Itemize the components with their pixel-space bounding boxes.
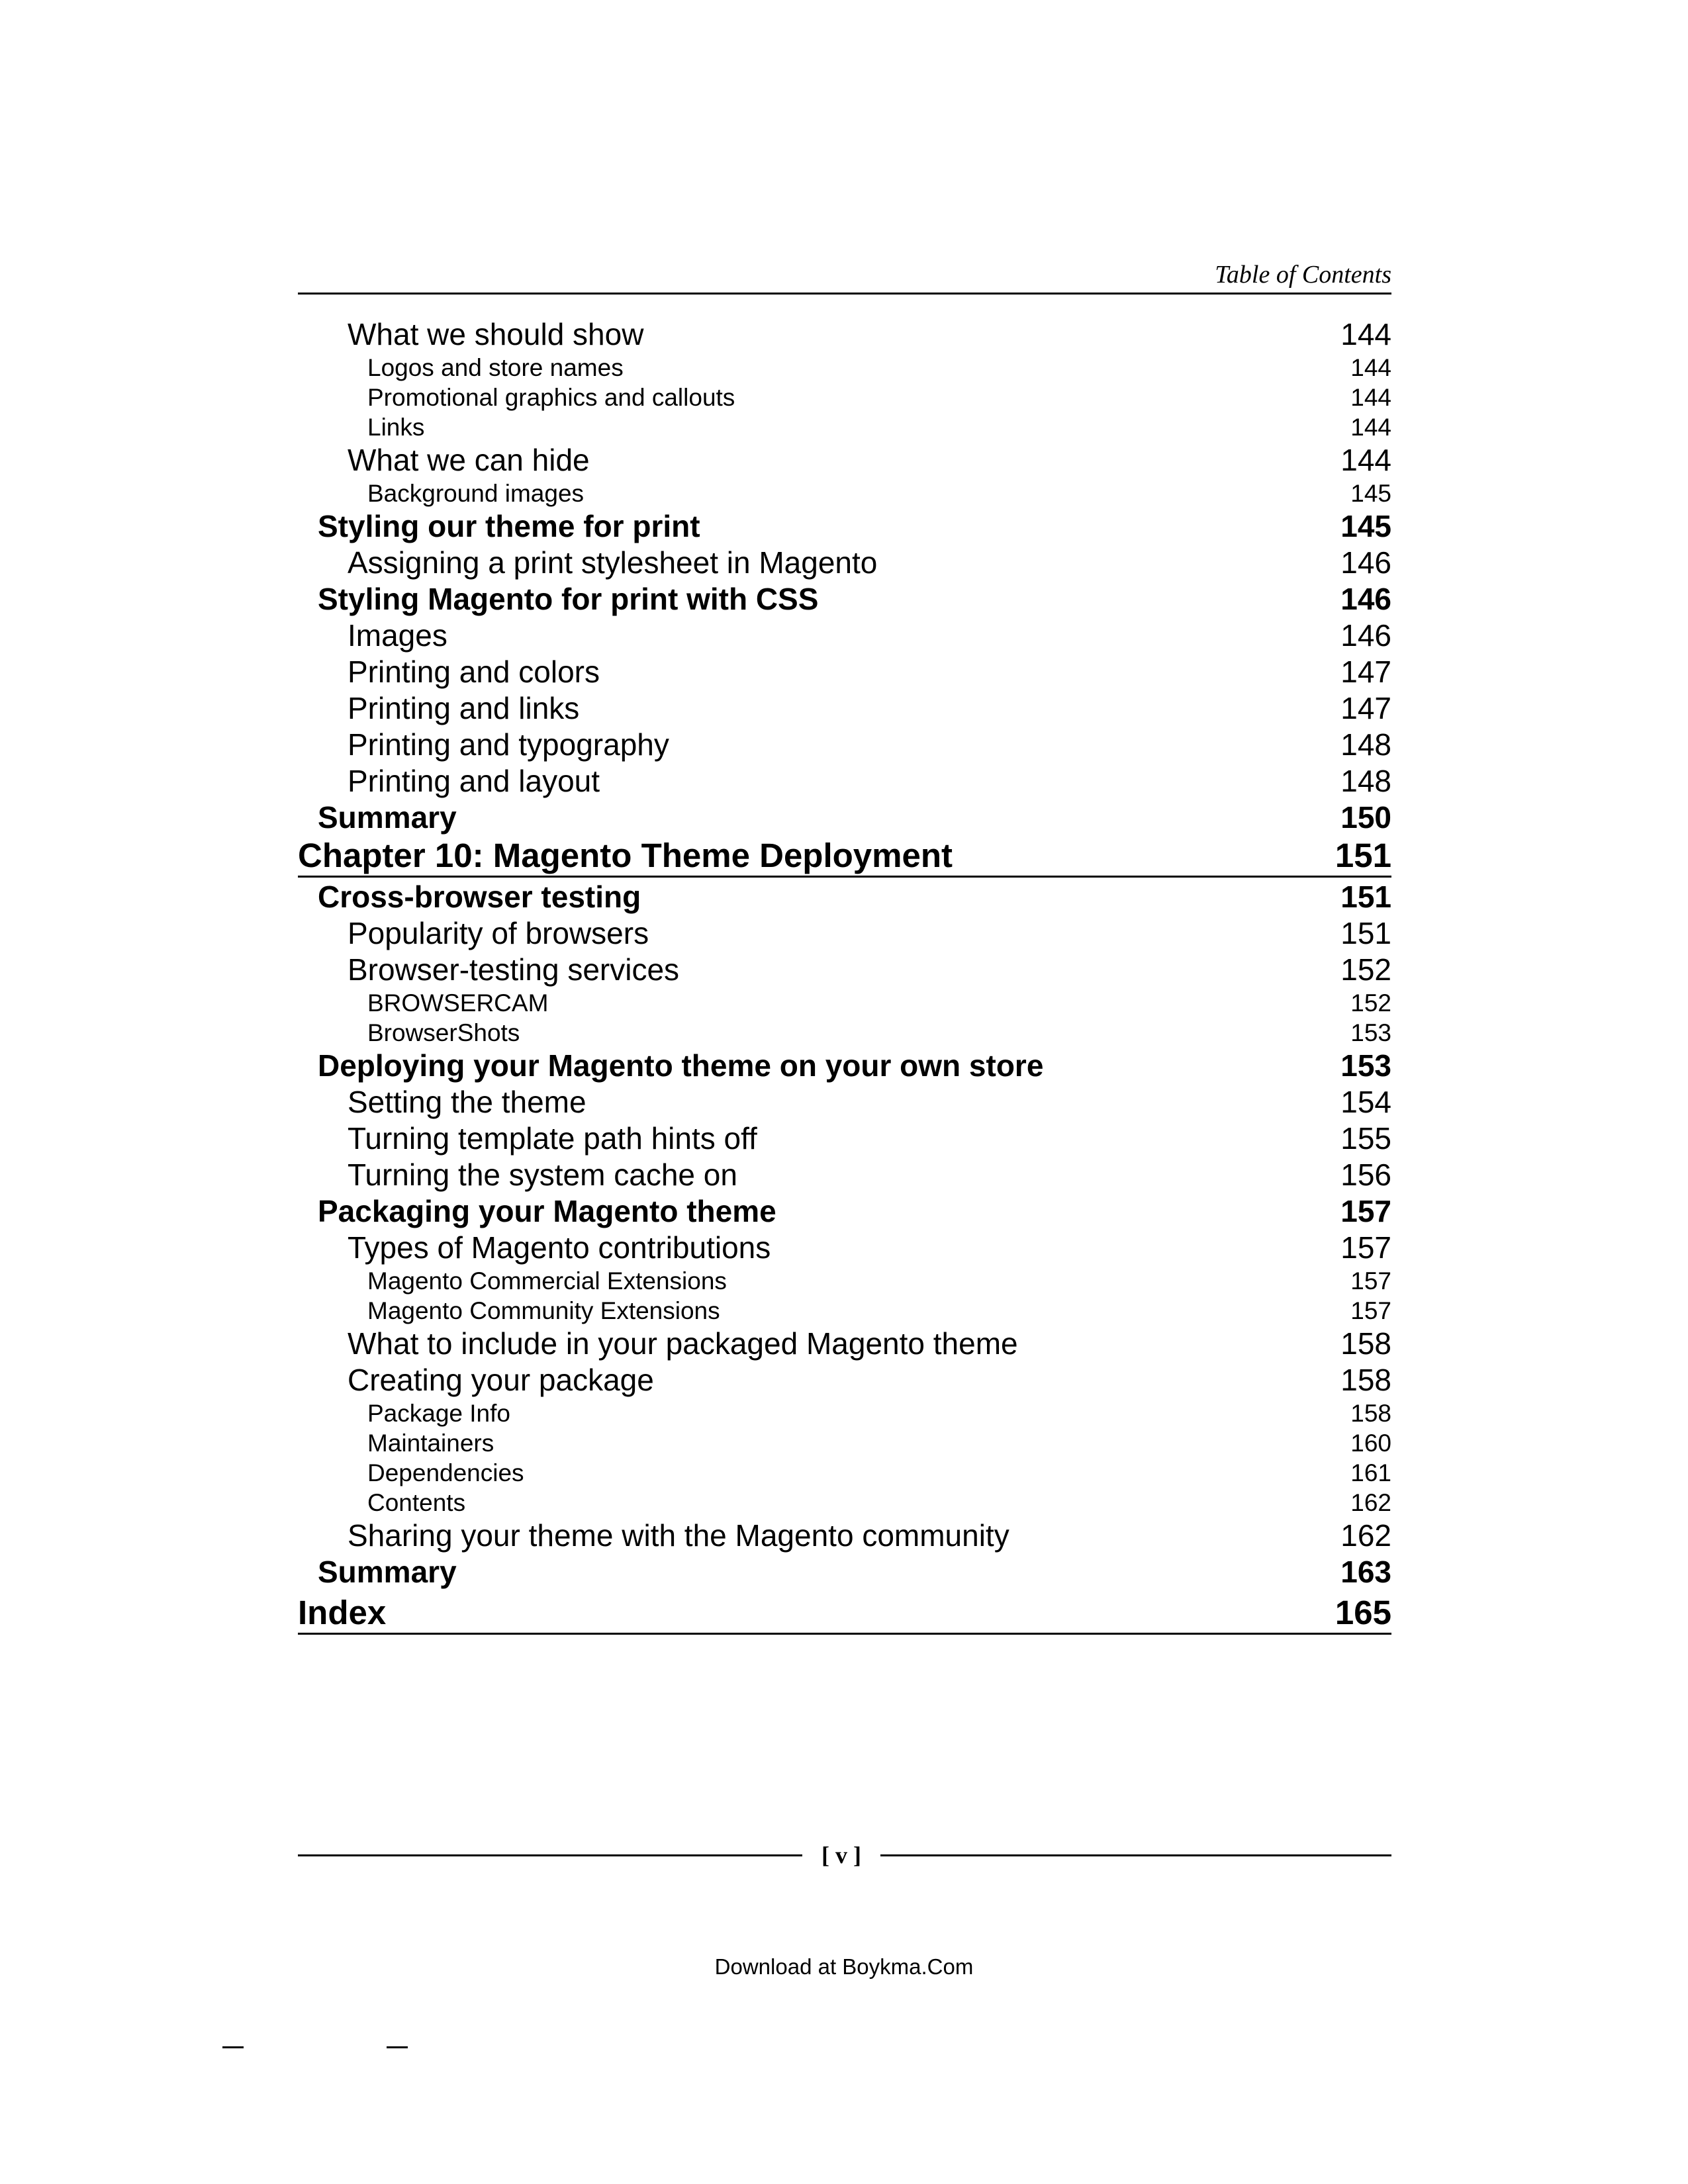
toc-entry[interactable] [298, 617, 1391, 654]
crop-mark-left [222, 2046, 244, 2048]
toc-entry-page: 158 [1340, 1326, 1391, 1361]
toc-entry-page: 144 [1350, 354, 1391, 381]
toc-entry-title: Links [367, 414, 425, 441]
toc-entry-page: 165 [1335, 1594, 1391, 1631]
toc-entry-page: 157 [1340, 1230, 1391, 1265]
toc-entry-title: Styling Magento for print with CSS [318, 582, 819, 616]
toc-entry[interactable] [298, 545, 1391, 581]
toc-entry-title: Sharing your theme with the Magento community [348, 1518, 1009, 1553]
toc-entry[interactable] [298, 915, 1391, 952]
toc-entry-title: Types of Magento contributions [348, 1230, 771, 1265]
toc-entry[interactable] [298, 1120, 1391, 1157]
toc-entry-title: Setting the theme [348, 1085, 586, 1119]
toc-entry[interactable] [298, 412, 1391, 442]
toc-entry-page: 155 [1340, 1121, 1391, 1156]
toc-entry-page: 146 [1340, 582, 1391, 616]
toc-entry[interactable] [298, 1326, 1391, 1362]
toc-section-entry[interactable] [298, 879, 1391, 915]
toc-entry-page: 157 [1350, 1297, 1391, 1324]
toc-entry[interactable] [298, 1084, 1391, 1120]
toc-entry-title: Maintainers [367, 1430, 494, 1457]
toc-entry[interactable] [298, 353, 1391, 383]
toc-entry-page: 160 [1350, 1430, 1391, 1457]
toc-entry[interactable] [298, 442, 1391, 478]
toc-entry-title: Magento Commercial Extensions [367, 1267, 727, 1295]
toc-entry[interactable] [298, 1296, 1391, 1326]
toc-entry-title: Packaging your Magento theme [318, 1194, 776, 1228]
toc-entry[interactable] [298, 1398, 1391, 1428]
toc-entry-title: Printing and links [348, 691, 580, 725]
toc-chapter-entry[interactable] [298, 836, 1391, 878]
toc-entry[interactable] [298, 952, 1391, 988]
toc-entry-page: 157 [1350, 1267, 1391, 1295]
toc-entry[interactable] [298, 1157, 1391, 1193]
toc-entry-title: Index [298, 1594, 387, 1631]
header-rule [298, 293, 1391, 295]
running-head: Table of Contents [1215, 261, 1391, 289]
toc-entry-title: Turning the system cache on [348, 1158, 737, 1192]
toc-entry[interactable] [298, 727, 1391, 763]
toc-entry-page: 147 [1340, 655, 1391, 689]
toc-entry[interactable] [298, 1018, 1391, 1048]
toc-entry[interactable] [298, 654, 1391, 690]
toc-entry-title: Promotional graphics and callouts [367, 384, 735, 411]
toc-entry-title: Cross-browser testing [318, 880, 641, 914]
folio-rule-left [298, 1854, 802, 1856]
folio-rule-right [880, 1854, 1391, 1856]
toc-entry[interactable] [298, 1458, 1391, 1488]
toc-entry-title: What we can hide [348, 443, 590, 477]
toc-entry[interactable] [298, 763, 1391, 799]
toc-entry-title: Styling our theme for print [318, 509, 700, 543]
toc-section-entry[interactable] [298, 1193, 1391, 1230]
toc-section-entry[interactable] [298, 508, 1391, 545]
toc-entry-title: Printing and layout [348, 764, 600, 798]
toc-entry-title: Browser-testing services [348, 952, 680, 987]
toc-entry-page: 153 [1340, 1048, 1391, 1083]
toc-section-entry[interactable] [298, 1048, 1391, 1084]
toc-entry-page: 145 [1340, 509, 1391, 543]
toc-entry-title: Creating your package [348, 1363, 654, 1397]
toc-entry-page: 150 [1340, 800, 1391, 835]
toc-entry-page: 161 [1350, 1459, 1391, 1486]
toc-entry-page: 144 [1340, 317, 1391, 351]
toc-entry-page: 145 [1350, 480, 1391, 507]
toc-entry-title: What to include in your packaged Magento theme [348, 1326, 1018, 1361]
toc-entry[interactable] [298, 1230, 1391, 1266]
toc-section-entry[interactable] [298, 581, 1391, 617]
toc-entry-title: Printing and colors [348, 655, 600, 689]
toc-entry-title: Turning template path hints off [348, 1121, 757, 1156]
toc-entry-page: 156 [1340, 1158, 1391, 1192]
toc-entry-page: 152 [1350, 989, 1391, 1017]
toc-entry[interactable] [298, 1518, 1391, 1554]
toc-entry-title: BROWSERCAM [367, 989, 549, 1017]
crop-mark-right [387, 2046, 408, 2048]
toc-entry-title: Assigning a print stylesheet in Magento [348, 545, 878, 580]
toc-entry-title: Popularity of browsers [348, 916, 649, 950]
toc-entry[interactable] [298, 478, 1391, 508]
toc-entry-page: 151 [1340, 880, 1391, 914]
toc-entry-title: Printing and typography [348, 727, 669, 762]
toc-entry[interactable] [298, 1362, 1391, 1398]
toc-entry-title: Magento Community Extensions [367, 1297, 720, 1324]
toc-entry-page: 158 [1340, 1363, 1391, 1397]
toc-entry-title: Package Info [367, 1400, 510, 1427]
toc-entry-title: Summary [318, 800, 457, 835]
download-note: Download at Boykma.Com [714, 1954, 974, 1979]
toc-entry-page: 152 [1340, 952, 1391, 987]
page-number: [ v ] [821, 1842, 861, 1868]
toc-entry-page: 146 [1340, 618, 1391, 653]
toc-entry-page: 148 [1340, 727, 1391, 762]
toc-entry-title: Summary [318, 1555, 457, 1589]
toc-entry[interactable] [298, 1266, 1391, 1296]
toc-entry-title: Chapter 10: Magento Theme Deployment [298, 837, 953, 874]
toc-entry-title: Logos and store names [367, 354, 624, 381]
toc-entry-page: 157 [1340, 1194, 1391, 1228]
toc-entry-page: 162 [1340, 1518, 1391, 1553]
toc-entry-page: 154 [1340, 1085, 1391, 1119]
toc-entry[interactable] [298, 316, 1391, 353]
toc-entry-title: Deploying your Magento theme on your own store [318, 1048, 1044, 1083]
toc-entry-page: 146 [1340, 545, 1391, 580]
toc-entry-title: BrowserShots [367, 1019, 520, 1046]
toc-entry[interactable] [298, 383, 1391, 412]
toc-section-entry[interactable] [298, 799, 1391, 836]
table-of-contents [298, 316, 1391, 1636]
toc-entry-page: 153 [1350, 1019, 1391, 1046]
toc-entry-title: Background images [367, 480, 585, 507]
toc-entry-title: Dependencies [367, 1459, 524, 1486]
toc-entry[interactable] [298, 690, 1391, 727]
page-folio [298, 1839, 1391, 1872]
toc-entry-page: 148 [1340, 764, 1391, 798]
toc-entry-page: 162 [1350, 1489, 1391, 1516]
toc-chapter-entry[interactable] [298, 1593, 1391, 1635]
toc-entry[interactable] [298, 1428, 1391, 1458]
toc-entry-page: 144 [1350, 384, 1391, 411]
toc-entry-page: 158 [1350, 1400, 1391, 1427]
toc-entry-page: 144 [1350, 414, 1391, 441]
toc-entry-page: 151 [1340, 916, 1391, 950]
toc-entry-page: 144 [1340, 443, 1391, 477]
toc-entry-page: 163 [1340, 1555, 1391, 1589]
toc-entry-title: Images [348, 618, 447, 653]
toc-entry[interactable] [298, 1488, 1391, 1518]
toc-entry-title: Contents [367, 1489, 466, 1516]
toc-entry-page: 147 [1340, 691, 1391, 725]
toc-entry-page: 151 [1335, 837, 1391, 874]
toc-entry-title: What we should show [348, 317, 644, 351]
toc-section-entry[interactable] [298, 1554, 1391, 1590]
toc-entry[interactable] [298, 988, 1391, 1018]
